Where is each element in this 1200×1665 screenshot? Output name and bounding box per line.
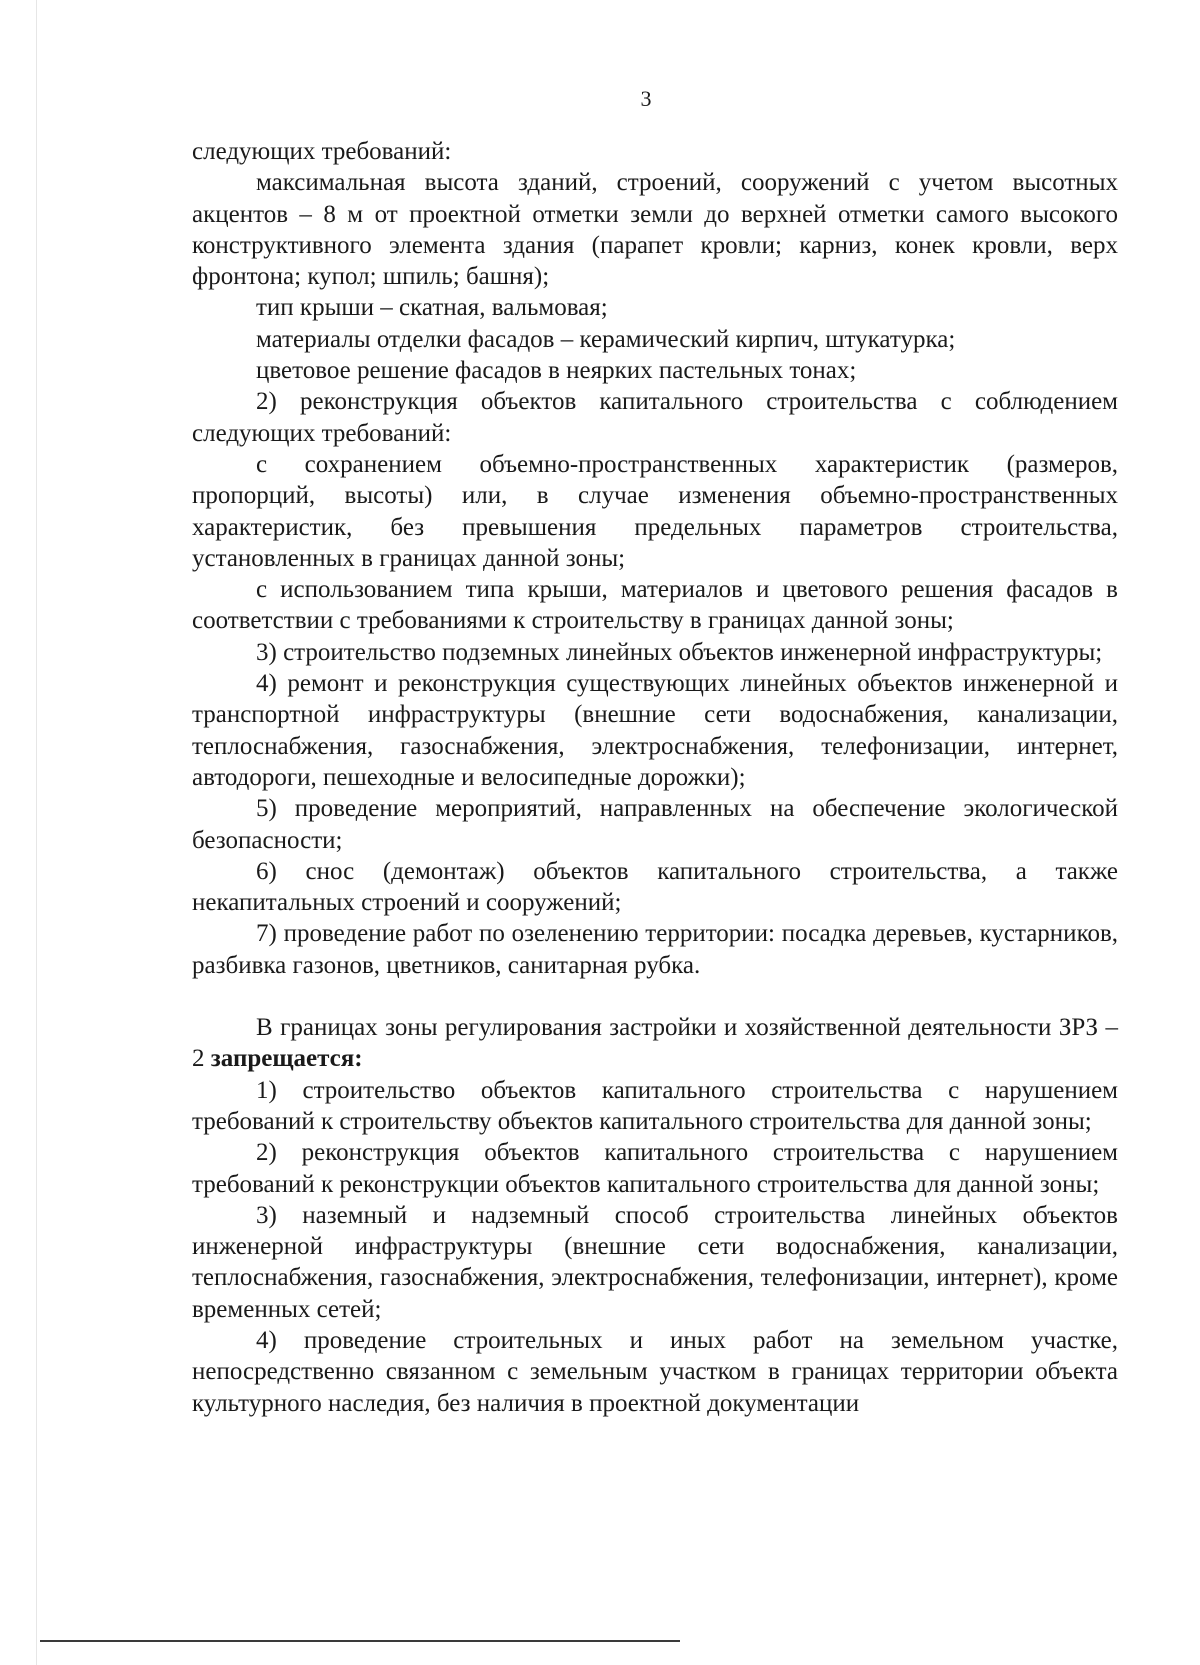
- list-item: 7) проведение работ по озеленению территории: посадка деревьев, кустарников, разбивка газонов, цветников, санитарная рубка.: [192, 920, 1118, 979]
- list-item: 4) проведение строительных и иных работ на земельном участке, непосредственно связанном с земельным участком в границах территории объекта культурного наследия, без наличия в проектной документации: [192, 1326, 1118, 1417]
- section-intro: [192, 1012, 1118, 1075]
- document-body: [192, 136, 1118, 1419]
- list-item: 3) строительство подземных линейных объектов инженерной инфраструктуры;: [256, 638, 1103, 666]
- paragraph: тип крыши – скатная, вальмовая;: [256, 294, 608, 322]
- page-number: 3: [640, 86, 652, 111]
- list-item: 6) снос (демонтаж) объектов капитального строительства, а также некапитальных строений и сооружений;: [192, 857, 1118, 917]
- list-item: 5) проведение мероприятий, направленных на обеспечение экологической безопасности;: [192, 795, 1118, 854]
- section-intro-bold: запрещается:: [210, 1045, 363, 1073]
- section-gap: [192, 981, 1118, 1012]
- paragraph: с использованием типа крыши, материалов и цветового решения фасадов в соответствии с требованиями к строительству в границах данной зоны;: [192, 576, 1118, 635]
- list-item: 2) реконструкция объектов капитального строительства с соблюдением следующих требований:: [192, 388, 1118, 447]
- list-item: 4) ремонт и реконструкция существующих линейных объектов инженерной и транспортной инфраструктуры (внешние сети водоснабжения, канализации, теплоснабжения, газоснабжения, электроснабжения, телефонизации, интернет, автодороги, пешеходные и велосипедные дорожки);: [192, 670, 1118, 791]
- list-item: 3) наземный и надземный способ строительства линейных объектов инженерной инфраструктуры (внешние сети водоснабжения, канализации, теплоснабжения, газоснабжения, электроснабжения, телефонизации, интернет), кроме временных сетей;: [192, 1201, 1118, 1323]
- scan-edge-shadow: [36, 0, 37, 1665]
- paragraph: следующих требований:: [192, 138, 452, 165]
- paragraph: максимальная высота зданий, строений, сооружений с учетом высотных акцентов – 8 м от проектной отметки земли до верхней отметки самого высокого конструктивного элемента здания (парапет кровли; карниз, конек кровли, верх фронтона; купол; шпиль; башня);: [192, 169, 1118, 291]
- list-item: 1) строительство объектов капитального строительства с нарушением требований к строительству объектов капитального строительства для данной зоны;: [192, 1076, 1118, 1135]
- bottom-rule-line: [40, 1640, 680, 1642]
- paragraph: цветовое решение фасадов в неярких пастельных тонах;: [256, 357, 857, 385]
- section-intro-text: В границах зоны регулирования застройки и хозяйственной деятельности ЗРЗ – 2: [192, 1014, 1118, 1073]
- paragraph: материалы отделки фасадов – керамический кирпич, штукатурка;: [256, 325, 956, 353]
- list-item: 2) реконструкция объектов капитального строительства с нарушением требований к реконструкции объектов капитального строительства для данной зоны;: [192, 1139, 1118, 1198]
- paragraph: с сохранением объемно-пространственных характеристик (размеров, пропорций, высоты) или, в случае изменения объемно-пространственных характеристик, без превышения предельных параметров строительства, установленных в границах данной зоны;: [192, 450, 1118, 572]
